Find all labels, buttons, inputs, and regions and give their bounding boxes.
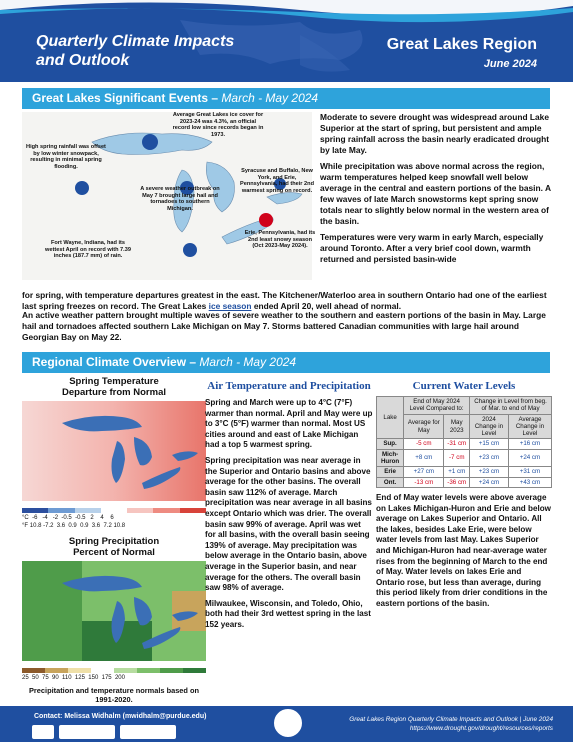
table-header-lake: Lake [377, 397, 404, 439]
table-header-2024-change: 2024 Change in Level [470, 414, 509, 439]
paragraph-severe-weather [22, 310, 552, 343]
report-title-line2: and Outlook [36, 52, 130, 69]
page-footer [0, 706, 573, 742]
precipitation-colorbar [22, 668, 206, 673]
paragraph-severe-weather-text: An active weather pattern brought multiple waves of severe weather to the southern and eastern portions of the basin in May. Large hail and tornadoes affected southern Lake Michigan on May 7. Storms battered Canadian communities with large hail around Georgian Bay on May 22. [22, 310, 546, 342]
table-cell-avg: -13 cm [404, 477, 444, 487]
midwest-climate-center-logo [32, 725, 54, 739]
callout-ice-cover: Average Great Lakes ice cover for 2023-24 was 4.3%, an official record low since records began in 1973. [172, 112, 264, 138]
footer-publication [349, 715, 553, 733]
table-cell-lake: Sup. [377, 439, 404, 449]
table-row [377, 449, 552, 467]
table-cell-2024change: +23 cm [470, 467, 509, 477]
table-cell-2024change: +24 cm [470, 477, 509, 487]
table-header-change: Change in Level from beg. of Mar. to end of May [470, 397, 552, 415]
paragraph-temperature-continued [22, 290, 552, 312]
footer-publication-title: Great Lakes Region Quarterly Climate Impacts and Outlook | June 2024 [349, 716, 553, 723]
air-temperature-column [205, 380, 373, 630]
paragraph-air-precipitation: Spring precipitation was near average in the Superior and Ontario basins and above average for the other basins. The overall basin saw 112% of average. March precipitation was near average in all basins except Ontario which was drier. The overall basin saw 99% of average. April was wet for all basins, with the overall basin seeing 139% of average. May precipitation was below average in the Ontario basin, above average in the Superior basin, and near average for the others. The overall basin saw 98% of average. [205, 455, 372, 593]
significant-events-text [320, 112, 552, 265]
table-header-may-2023: May 2023 [444, 414, 470, 439]
table-cell-avgchange: +24 cm [508, 449, 551, 467]
footer-url[interactable]: https://www.drought.gov/drought/resources/reports [409, 725, 553, 732]
table-cell-avgchange: +43 cm [508, 477, 551, 487]
water-levels-column [376, 380, 552, 610]
table-cell-2023: -7 cm [444, 449, 470, 467]
section-title: Great Lakes Significant Events – [32, 91, 222, 105]
maps-column [22, 376, 206, 704]
page-header [0, 0, 573, 82]
table-cell-avgchange: +31 cm [508, 467, 551, 477]
significant-events-map [22, 112, 316, 280]
text-temperature-a: for spring, with temperature departures greatest in the east. The Kitchener/Waterloo area in southern Ontario had one of the earliest last spring freezes on record. The Great Lakes [22, 290, 547, 311]
table-cell-avg: -5 cm [404, 439, 444, 449]
table-cell-2023: +1 cm [444, 467, 470, 477]
paragraph-temperature-start: Temperatures were very warm in early March, especially around Toronto. After a very brief cool down, warmth returned and persisted basin-wide [320, 232, 544, 264]
partner-logos [32, 725, 176, 739]
precipitation-legend [22, 668, 206, 682]
section-title: Regional Climate Overview – [32, 355, 200, 369]
temperature-departure-map [22, 401, 206, 501]
normals-note: Precipitation and temperature normals based on 1991-2020. [28, 686, 200, 704]
precipitation-map-title-line2: Percent of Normal [73, 547, 155, 558]
paragraph-water-levels: End of May water levels were above average on Lakes Michigan-Huron and Erie and below average on Lakes Superior and Ontario. All the lakes, besides Lake Erie, were below water levels from last May. Lakes Superior and Michigan-Huron had near-average water rises from the beginning of March to the end of May. Water levels on lakes Erie and Ontario rose, but less than average, during this period likely from drier conditions in the eastern portions of the basin. [376, 492, 551, 608]
rain-icon [75, 181, 89, 195]
paragraph-drought: Moderate to severe drought was widespread around Lake Superior at the start of spring, but persistent and ample spring rainfall across the basin nearly eradicated drought by late May. [320, 112, 549, 155]
callout-spring-rainfall: High spring rainfall was offset by low winter snowpack, resulting in minimal spring flooding. [26, 144, 106, 170]
callout-severe-weather: A severe weather outbreak on May 7 brought large hail and tornadoes to southern Michigan. [140, 186, 220, 212]
callout-warm-spring: Syracuse and Buffalo, New York, and Erie, Pennsylvania, had their 2nd warmest spring on record. [240, 168, 314, 194]
precipitation-map-title-line1: Spring Precipitation [68, 536, 160, 547]
rain-gauge-icon [183, 243, 197, 257]
temperature-legend [22, 508, 206, 530]
paragraph-precipitation: While precipitation was above normal across the region, warm temperatures helped keep snowfall well below average in the central and eastern portions of the basin. A few waves of late March snowstorms kept spring snow totals near to slightly below normal in the western area of the basin. [320, 161, 551, 226]
environment-canada-logo-2 [120, 725, 176, 739]
table-cell-2023: -31 cm [444, 439, 470, 449]
table-row [377, 477, 552, 487]
table-header-level-compared: End of May 2024 Level Compared to: [404, 397, 470, 415]
region-name: Great Lakes Region [386, 36, 537, 53]
table-cell-lake: Mich-Huron [377, 449, 404, 467]
table-header-average-may: Average for May [404, 414, 444, 439]
table-cell-2023: -36 cm [444, 477, 470, 487]
temperature-colorbar [22, 508, 206, 513]
precipitation-legend-labels: 25 50 75 90 110 125 150 175 200 [22, 675, 125, 681]
no-snow-icon [259, 213, 273, 227]
noaa-logo [272, 707, 304, 739]
section-period: March - May 2024 [199, 355, 297, 369]
report-date: June 2024 [483, 58, 537, 70]
ice-icon [142, 134, 158, 150]
temperature-legend-celsius: °C -6 -4 -2 -0.5 -0.5 2 4 6 [22, 515, 114, 521]
table-row [377, 439, 552, 449]
precipitation-map-title [22, 536, 206, 558]
temperature-map-title-line1: Spring Temperature [69, 376, 159, 387]
table-cell-avg: +27 cm [404, 467, 444, 477]
table-cell-lake: Ont. [377, 477, 404, 487]
table-cell-avgchange: +16 cm [508, 439, 551, 449]
section-period: March - May 2024 [221, 91, 319, 105]
precipitation-percent-map [22, 561, 206, 661]
ice-season-link[interactable]: ice season [208, 301, 252, 311]
contact-info: Contact: Melissa Widhalm (mwidhalm@purdue.edu) [34, 713, 207, 720]
temperature-map-title-line2: Departure from Normal [62, 387, 166, 398]
water-levels-title: Current Water Levels [412, 380, 516, 392]
table-cell-avg: +8 cm [404, 449, 444, 467]
report-title-line1: Quarterly Climate Impacts [36, 33, 235, 50]
paragraph-wettest-cities: Milwaukee, Wisconsin, and Toledo, Ohio, both had their 3rd wettest spring in the last 152 years. [205, 598, 371, 629]
callout-fort-wayne: Fort Wayne, Indiana, had its wettest April on record with 7.39 inches (187.7 mm) of rain. [45, 240, 131, 260]
table-header-average-change: Average Change in Level [508, 414, 551, 439]
table-cell-2024change: +15 cm [470, 439, 509, 449]
section-bar-significant-events [22, 88, 550, 109]
text-temperature-b: ended April 20, well ahead of normal. [251, 301, 402, 311]
environment-canada-logo [59, 725, 115, 739]
table-row [377, 467, 552, 477]
callout-erie-snow: Erie, Pennsylvania, had its 2nd least snowy season (Oct 2023-May 2024). [244, 230, 316, 250]
table-cell-2024change: +23 cm [470, 449, 509, 467]
temperature-legend-fahrenheit: °F 10.8 -7.2 3.6 0.9 0.9 3.6 7.2 10.8 [22, 523, 126, 529]
air-temperature-title: Air Temperature and Precipitation [207, 380, 371, 392]
water-levels-table [376, 396, 552, 488]
table-cell-lake: Erie [377, 467, 404, 477]
temperature-map-title [22, 376, 206, 398]
report-title [36, 32, 234, 70]
paragraph-air-temperature: Spring and March were up to 4°C (7°F) warmer than normal. April and May were up to 3°C (5°F) warmer than normal. Most US cities around and east of Lake Michigan had a top 5 warmest spring. [205, 398, 373, 450]
section-bar-climate-overview [22, 352, 550, 373]
